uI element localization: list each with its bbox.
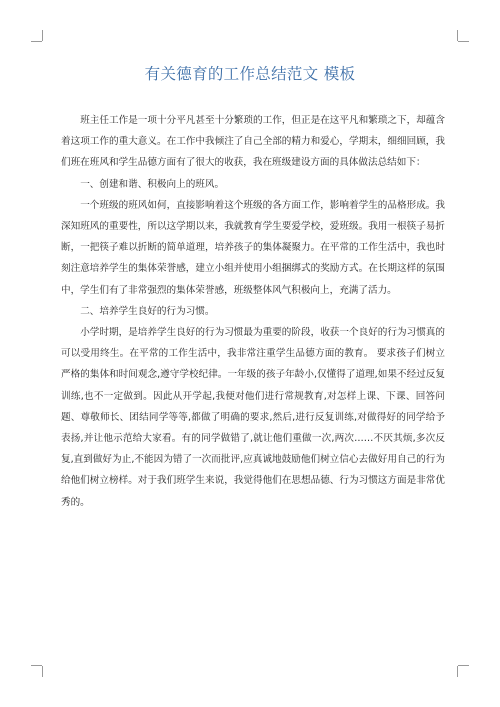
crop-mark-top-left-v — [42, 30, 43, 41]
paragraph-intro: 班主任工作是一项十分平凡甚至十分繁琐的工作，但正是在这平凡和繁琐之下，却蕴含着这项工作的重大意义。在工作中我倾注了自己全部的精力和爱心，学期末，细细回顾，我们班在班风和学生品德方面有了很大的收获，我在班级建设方面的具体做法总结如下： — [61, 115, 445, 169]
section-heading-1: 一、创建和谐、积极向上的班风。 — [80, 178, 225, 190]
crop-mark-top-right-h — [458, 41, 469, 42]
paragraph-class-spirit: 一个班级的班风如何，直接影响着这个班级的各方面工作，影响着学生的品格形成。我深知班风的重要性，所以这学期以来，我就教育学生要爱学校，爱班级。我用一根筷子易折断，一把筷子难以折断的简单道理，培养孩子的集体凝聚力。在平常的工作生活中，我也时刻注意培养学生的集体荣誉感，建立小组并使用小组捆绑式的奖励方式。在长期这样的氛围中，学生们有了非常强烈的集体荣誉感，班级整体风气积极向上，充满了活力。 — [61, 199, 445, 296]
paragraph-behavior-habits: 小学时期，是培养学生良好的行为习惯最为重要的阶段，收获一个良好的行为习惯真的可以受用终生。在平常的工作生活中，我非常注重学生品德方面的教育。 要求孩子们树立严格的集体和时间观念,遵守学校纪律。一年级的孩子年龄小,仅懂得了道理,如果不经过反复训练,也不一定做到。因此从开学起,我便对他们进行常规教育,对怎样上课、下课、回答问题、尊敬师长、团结同学等等,都做了明确的要求,然后,进行反复训练,对做得好的同学给予表扬,并让他示范给大家看。有的同学做错了,就让他们重做一次,两次……不厌其烦,多次反复,直到做好为止,不能因为错了一次而批评,应真诚地鼓励他们树立信心去做好用自己的行为给他们树立榜样。对于我们班学生来说，我觉得他们在思想品德、行为习惯这方面是非常优秀的。 — [61, 327, 445, 508]
crop-mark-bottom-right-v — [457, 666, 458, 677]
crop-mark-bottom-left-h — [31, 665, 42, 666]
crop-mark-top-left-h — [31, 41, 42, 42]
crop-mark-top-right-v — [457, 30, 458, 41]
crop-mark-bottom-left-v — [42, 666, 43, 677]
document-body — [61, 110, 445, 513]
document-title: 有关德育的工作总结范文 模板 — [144, 65, 356, 83]
crop-mark-bottom-right-h — [458, 665, 469, 666]
section-heading-2: 二、培养学生良好的行为习惯。 — [80, 305, 215, 317]
